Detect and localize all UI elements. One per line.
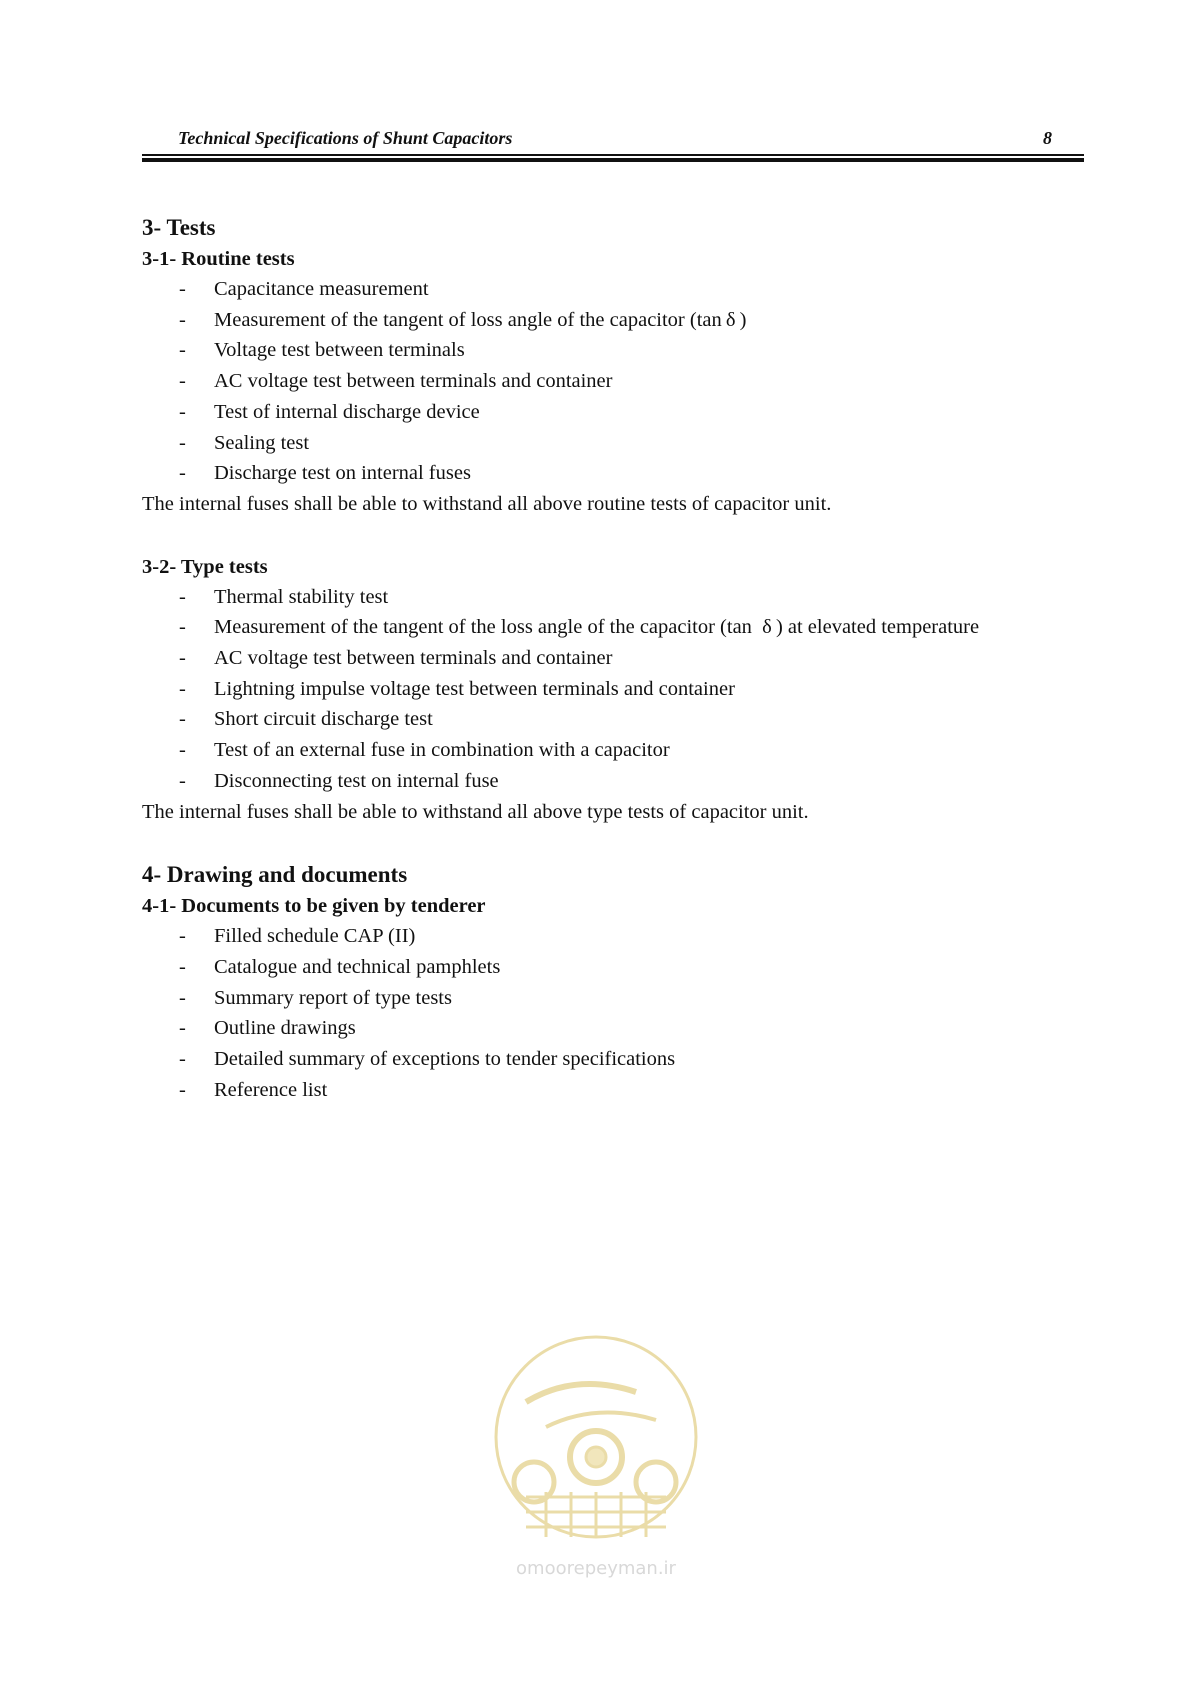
list-bullet: - xyxy=(179,339,186,362)
list-bullet: - xyxy=(179,462,186,485)
list-item-text: Reference list xyxy=(214,1078,328,1101)
list-bullet: - xyxy=(179,1048,186,1071)
list-bullet: - xyxy=(179,739,186,762)
list-item-text: Lightning impulse voltage test between terminals and container xyxy=(214,677,735,700)
header-title: Technical Specifications of Shunt Capacitors xyxy=(178,128,513,148)
section-heading-drawings: 4- Drawing and documents xyxy=(142,862,408,888)
document-body xyxy=(142,212,1082,1105)
list-item-text: Thermal stability test xyxy=(214,585,389,608)
list-item xyxy=(142,612,1082,643)
list-bullet: - xyxy=(179,370,186,393)
list-item-text: AC voltage test between terminals and container xyxy=(214,647,613,670)
list-item-text: Voltage test between terminals xyxy=(214,339,465,362)
list-item-text: Discharge test on internal fuses xyxy=(214,462,471,485)
list-item xyxy=(142,428,1082,459)
list-item-text: AC voltage test between terminals and container xyxy=(214,370,613,393)
watermark-logo xyxy=(486,1332,706,1582)
list-item xyxy=(142,582,1082,613)
list-item xyxy=(142,766,1082,797)
list-item xyxy=(142,921,1082,952)
list-bullet: - xyxy=(179,769,186,792)
list-bullet: - xyxy=(179,400,186,423)
list-item-text: Outline drawings xyxy=(214,1017,356,1040)
list-bullet: - xyxy=(179,308,186,331)
list-bullet: - xyxy=(179,585,186,608)
list-item xyxy=(142,674,1082,705)
list-item xyxy=(142,1075,1082,1106)
list-item-text: Sealing test xyxy=(214,431,310,454)
list-item xyxy=(142,643,1082,674)
list-item-text: Measurement of the tangent of the loss angle of the capacitor (tan δ ) at elevated temperature xyxy=(214,616,980,639)
list-item-text: Detailed summary of exceptions to tender specifications xyxy=(214,1048,676,1071)
list-bullet: - xyxy=(179,616,186,639)
list-item xyxy=(142,1044,1082,1075)
list-item xyxy=(142,952,1082,983)
header-rule xyxy=(142,154,1084,162)
list-item-text: Disconnecting test on internal fuse xyxy=(214,769,499,792)
list-item xyxy=(142,274,1082,305)
list-item-text: Filled schedule CAP (II) xyxy=(214,925,416,948)
list-item-text: Test of an external fuse in combination with a capacitor xyxy=(214,739,670,762)
documents-list xyxy=(142,921,1082,1105)
list-bullet: - xyxy=(179,647,186,670)
list-item xyxy=(142,366,1082,397)
list-item xyxy=(142,704,1082,735)
list-bullet: - xyxy=(179,431,186,454)
list-item-text: Measurement of the tangent of loss angle of the capacitor (tan δ ) xyxy=(214,308,747,331)
page-header xyxy=(142,126,1084,150)
watermark-text: omoorepeyman.ir xyxy=(516,1558,676,1579)
routine-tests-note: The internal fuses shall be able to withstand all above routine tests of capacitor unit. xyxy=(142,492,832,515)
subsection-heading-type-tests: 3-2- Type tests xyxy=(142,555,268,578)
list-item xyxy=(142,983,1082,1014)
list-item-text: Short circuit discharge test xyxy=(214,708,433,731)
list-bullet: - xyxy=(179,1017,186,1040)
subsection-heading-routine-tests: 3-1- Routine tests xyxy=(142,248,295,270)
list-item xyxy=(142,458,1082,489)
list-item xyxy=(142,397,1082,428)
list-item xyxy=(142,735,1082,766)
list-bullet: - xyxy=(179,708,186,731)
list-item xyxy=(142,1013,1082,1044)
subsection-heading-documents: 4-1- Documents to be given by tenderer xyxy=(142,895,486,918)
page-number: 8 xyxy=(1043,128,1052,148)
list-bullet: - xyxy=(179,1078,186,1101)
list-bullet: - xyxy=(179,955,186,978)
watermark-seal-icon xyxy=(486,1332,706,1582)
list-item xyxy=(142,305,1082,336)
list-item-text: Catalogue and technical pamphlets xyxy=(214,955,501,978)
list-item-text: Capacitance measurement xyxy=(214,278,429,300)
list-bullet: - xyxy=(179,925,186,948)
type-tests-list xyxy=(142,582,1082,797)
type-tests-note: The internal fuses shall be able to withstand all above type tests of capacitor unit. xyxy=(142,800,809,823)
list-bullet: - xyxy=(179,986,186,1009)
list-item-text: Test of internal discharge device xyxy=(214,400,480,423)
list-bullet: - xyxy=(179,677,186,700)
list-item xyxy=(142,335,1082,366)
list-bullet: - xyxy=(179,278,186,300)
routine-tests-list xyxy=(142,274,1082,489)
list-item-text: Summary report of type tests xyxy=(214,986,452,1009)
section-heading-tests: 3- Tests xyxy=(142,215,216,240)
